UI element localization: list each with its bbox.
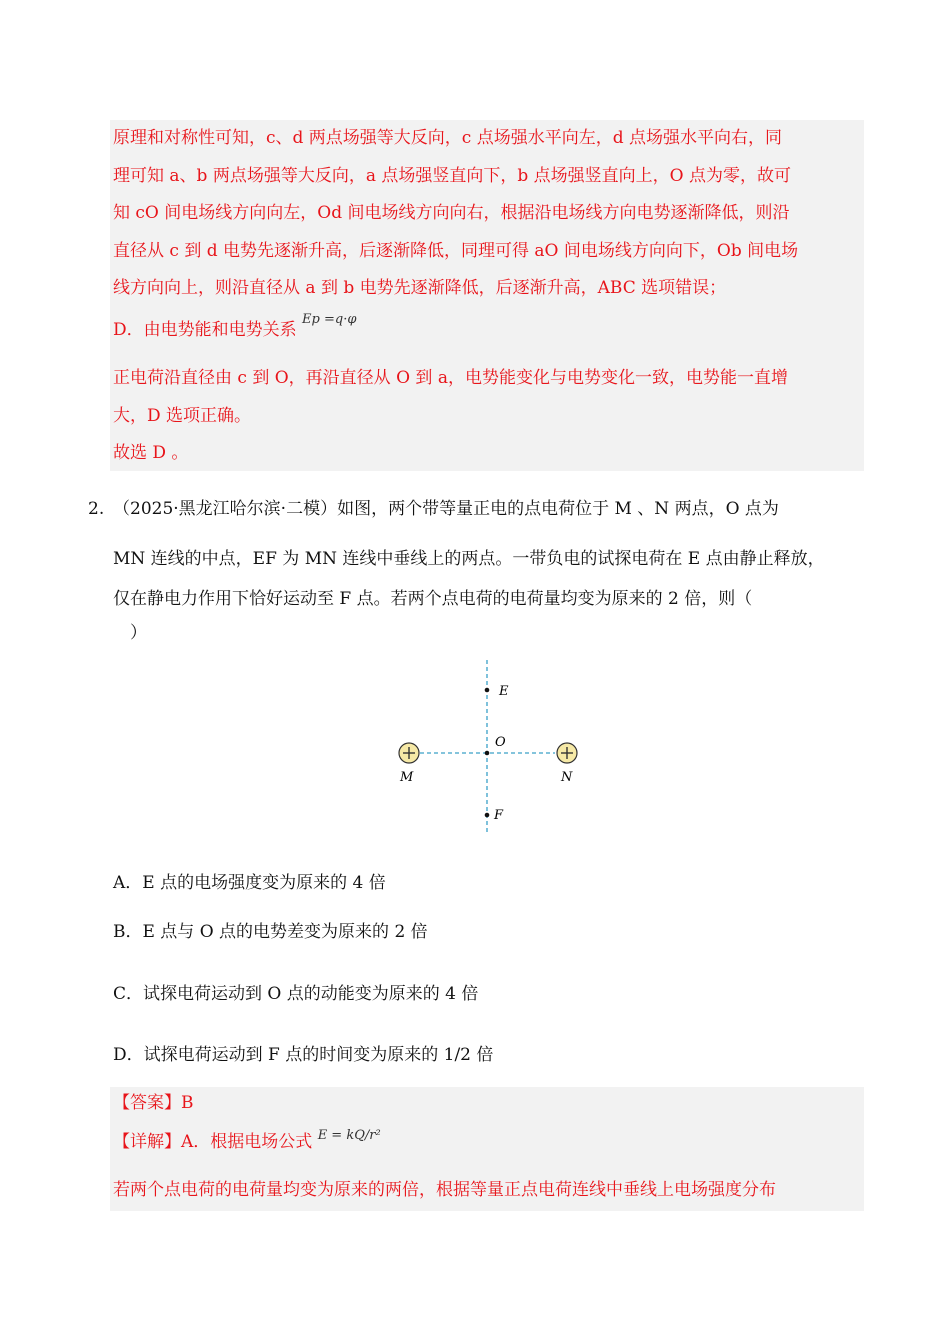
label-f: F bbox=[494, 808, 504, 823]
question-line: 仅在静电力作用下恰好运动至 F 点。若两个点电荷的电荷量均变为原来的 2 倍，则（ bbox=[113, 589, 753, 609]
question-line: ） bbox=[130, 623, 147, 643]
question-number: 2. bbox=[88, 499, 105, 519]
question-line: （2025·黑龙江哈尔滨·二模）如图，两个带等量正电的点电荷位于 M 、N 两点，O 点为 bbox=[113, 499, 779, 519]
charge-n bbox=[557, 743, 577, 763]
answer-line: 【答案】B bbox=[113, 1093, 194, 1113]
solution-line: 知 cO 间电场线方向向左，Od 间电场线方向向右，根据沿电场线方向电势逐渐降低，则沿 bbox=[113, 203, 790, 223]
label-n: N bbox=[561, 770, 573, 785]
charge-diagram bbox=[380, 655, 600, 840]
point-f bbox=[485, 813, 490, 818]
solution-conclusion: 正电荷沿直径由 c 到 O，再沿直径从 O 到 a，电势能变化与电势变化一致，电势能一直增 bbox=[113, 368, 788, 388]
detail-text: 若两个点电荷的电荷量均变为原来的两倍，根据等量正点电荷连线中垂线上电场强度分布 bbox=[113, 1180, 776, 1200]
charge-m bbox=[399, 743, 419, 763]
point-e bbox=[485, 688, 490, 693]
solution-d-line bbox=[113, 312, 864, 351]
solution-d-label: D．由电势能和电势关系 bbox=[113, 319, 297, 340]
point-o bbox=[485, 751, 490, 756]
solution-block-1 bbox=[110, 120, 864, 471]
option-a[interactable]: A．E 点的电场强度变为原来的 4 倍 bbox=[113, 873, 386, 893]
option-b[interactable]: B．E 点与 O 点的电势差变为原来的 2 倍 bbox=[113, 922, 428, 942]
label-o: O bbox=[495, 735, 506, 750]
label-m: M bbox=[400, 770, 414, 785]
solution-line: 线方向向上，则沿直径从 a 到 b 电势先逐渐降低，后逐渐升高，ABC 选项错误； bbox=[113, 278, 727, 298]
solution-block-2 bbox=[110, 1087, 864, 1211]
detail-label: 【详解】A．根据电场公式 bbox=[113, 1132, 313, 1152]
option-d[interactable]: D．试探电荷运动到 F 点的时间变为原来的 1/2 倍 bbox=[113, 1045, 494, 1065]
solution-line: 原理和对称性可知，c、d 两点场强等大反向，c 点场强水平向左，d 点场强水平向右，同 bbox=[113, 128, 783, 148]
potential-energy-formula: Ep =q·φ bbox=[302, 311, 357, 327]
detail-line bbox=[113, 1122, 864, 1164]
option-c[interactable]: C．试探电荷运动到 O 点的动能变为原来的 4 倍 bbox=[113, 984, 479, 1004]
solution-conclusion: 大，D 选项正确。 bbox=[113, 405, 252, 426]
label-e: E bbox=[499, 684, 509, 699]
solution-line: 理可知 a、b 两点场强等大反向，a 点场强竖直向下，b 点场强竖直向上，O 点为零，故可 bbox=[113, 165, 791, 186]
solution-line: 直径从 c 到 d 电势先逐渐升高，后逐渐降低，同理可得 aO 间电场线方向向下，Ob 间电场 bbox=[113, 240, 799, 261]
question-line: MN 连线的中点，EF 为 MN 连线中垂线上的两点。一带负电的试探电荷在 E 点由静止释放， bbox=[113, 549, 825, 569]
field-formula: E = kQ/r² bbox=[317, 1128, 381, 1143]
solution-choice: 故选 D 。 bbox=[113, 443, 189, 463]
